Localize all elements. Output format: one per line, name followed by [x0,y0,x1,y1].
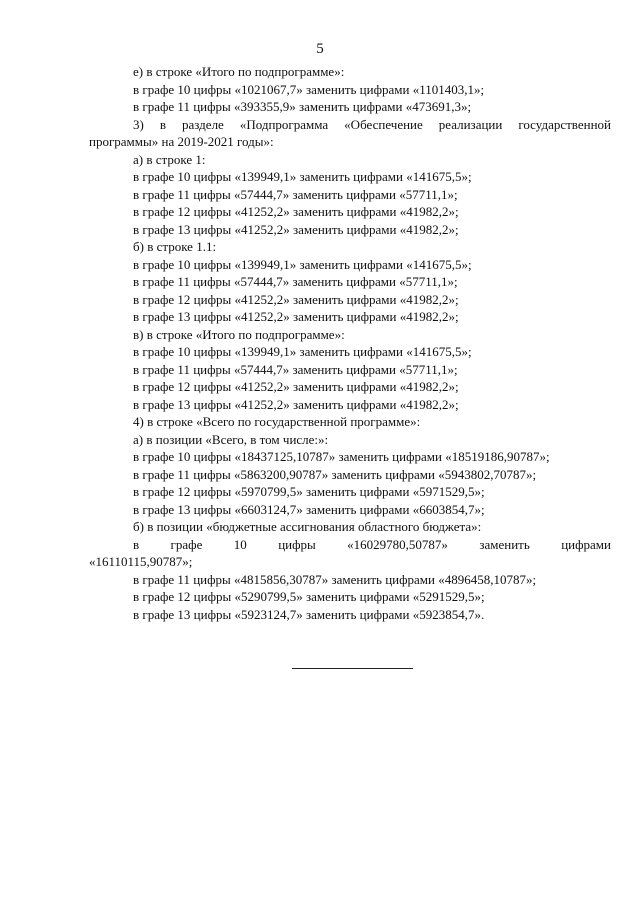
text-line: в графе 12 цифры «41252,2» заменить цифрами «41982,2»; [133,204,459,219]
text-line: в графе 10 цифры «139949,1» заменить цифрами «141675,5»; [133,169,472,184]
text-line: в графе 13 цифры «41252,2» заменить цифрами «41982,2»; [133,396,459,412]
text-line: в графе 13 цифры «6603124,7» заменить цифрами «6603854,7»; [133,501,485,517]
text-line: программы» на 2019-2021 годы»: [89,134,274,149]
text-line: б) в позиции «бюджетные ассигнования областного бюджета»: [133,519,482,534]
text-line: в) в строке «Итого по подпрограмме»: [133,326,345,342]
text-line: в графе 10 цифры «139949,1» заменить цифрами «141675,5»; [133,344,472,359]
document-body [89,63,611,623]
text-line: в графе 10 цифры «18437125,10787» заменить цифрами «18519186,90787»; [133,449,550,464]
text-line: в графе 12 цифры «41252,2» заменить цифрами «41982,2»; [133,291,459,307]
text-line: в графе 11 цифры «393355,9» заменить цифрами «473691,3»; [133,99,472,114]
text-line: «16110115,90787»; [89,554,193,569]
text-line: а) в позиции «Всего, в том числе:»: [133,431,329,447]
text-line: в графе 12 цифры «5290799,5» заменить цифрами «5291529,5»; [133,589,485,604]
text-line: в графе 10 цифры «16029780,50787» заменить цифрами [133,536,611,552]
text-line: е) в строке «Итого по подпрограмме»: [133,64,345,79]
text-line: в графе 13 цифры «41252,2» заменить цифрами «41982,2»; [133,221,459,237]
separator-line [292,668,413,669]
text-line: а) в строке 1: [133,151,206,167]
text-line: в графе 13 цифры «5923124,7» заменить цифрами «5923854,7». [133,606,485,622]
text-line: в графе 12 цифры «5970799,5» заменить цифрами «5971529,5»; [133,484,485,499]
page-number: 5 [316,41,324,57]
text-line: в графе 11 цифры «57444,7» заменить цифрами «57711,1»; [133,274,458,289]
text-line: 4) в строке «Всего по государственной программе»: [133,414,421,429]
text-line: в графе 11 цифры «4815856,30787» заменить цифрами «4896458,10787»; [133,571,537,587]
text-line: в графе 10 цифры «139949,1» заменить цифрами «141675,5»; [133,256,472,272]
text-line: в графе 13 цифры «41252,2» заменить цифрами «41982,2»; [133,309,459,324]
text-line: в графе 12 цифры «41252,2» заменить цифрами «41982,2»; [133,379,459,394]
text-line: в графе 11 цифры «57444,7» заменить цифрами «57711,1»; [133,361,458,377]
text-line: 3) в разделе «Подпрограмма «Обеспечение реализации государственной [133,116,611,132]
text-line: б) в строке 1.1: [133,239,217,254]
text-line: в графе 10 цифры «1021067,7» заменить цифрами «1101403,1»; [133,81,485,97]
text-line: в графе 11 цифры «57444,7» заменить цифрами «57711,1»; [133,186,458,202]
text-line: в графе 11 цифры «5863200,90787» заменить цифрами «5943802,70787»; [133,466,537,482]
